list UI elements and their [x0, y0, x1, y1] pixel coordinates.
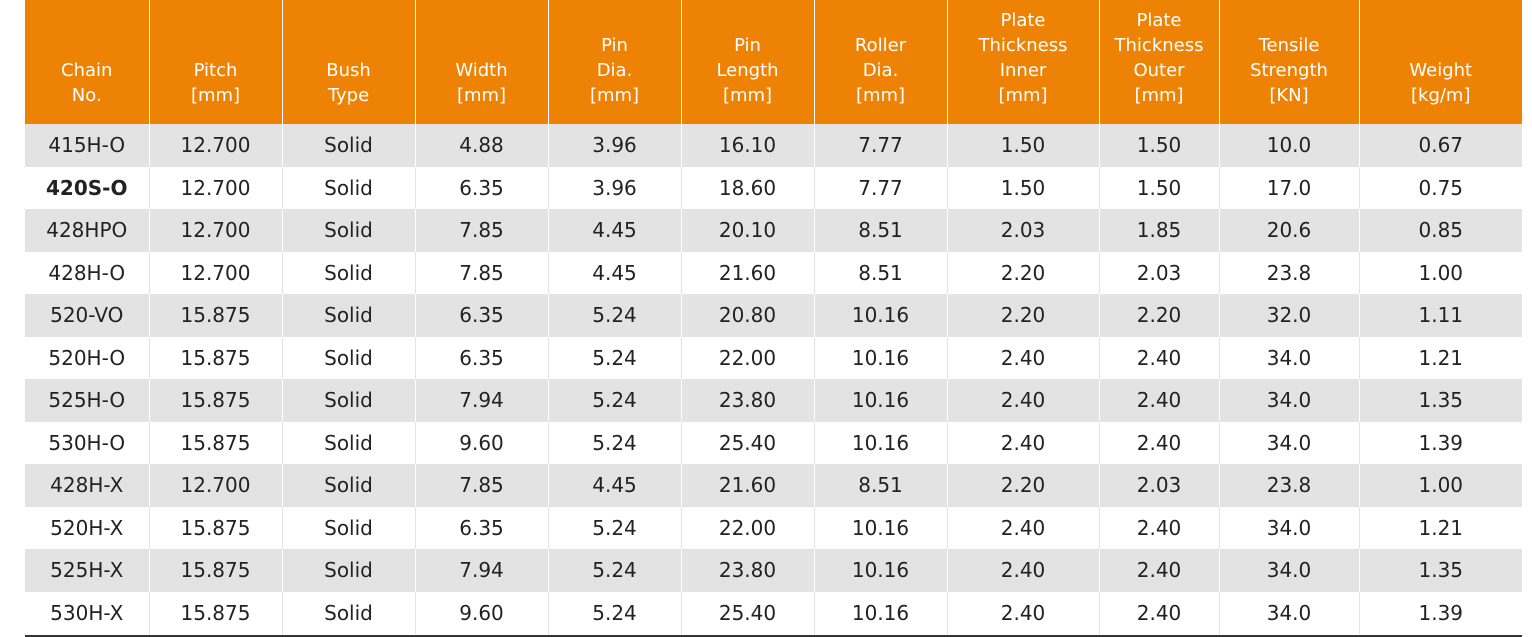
- table-cell: 32.0: [1219, 294, 1359, 337]
- table-row: [25, 549, 1522, 592]
- column-header-line: [mm]: [998, 85, 1048, 106]
- table-cell: 2.40: [1099, 379, 1219, 422]
- chain-spec-table-wrapper: [25, 0, 1522, 634]
- column-header-line: Dia.: [862, 60, 899, 81]
- table-cell: 10.0: [1219, 124, 1359, 167]
- column-header-line: Length: [716, 60, 779, 81]
- table-cell: 16.10: [681, 124, 814, 167]
- column-header-line: [kg/m]: [1411, 85, 1471, 106]
- table-cell: 10.16: [814, 294, 947, 337]
- table-cell: 0.67: [1359, 124, 1522, 167]
- table-cell: 9.60: [415, 422, 548, 465]
- table-cell: 5.24: [548, 337, 681, 380]
- table-cell: 1.50: [947, 167, 1099, 210]
- table-cell: 1.85: [1099, 209, 1219, 252]
- table-row: [25, 507, 1522, 550]
- table-cell: 6.35: [415, 337, 548, 380]
- column-header-line: [mm]: [722, 85, 773, 106]
- table-cell: 12.700: [149, 167, 282, 210]
- table-cell: 2.03: [1099, 464, 1219, 507]
- table-cell: 7.94: [415, 379, 548, 422]
- column-header-line: Weight: [1409, 60, 1473, 81]
- table-cell: Solid: [282, 549, 415, 592]
- table-cell: 4.45: [548, 464, 681, 507]
- table-cell: 21.60: [681, 464, 814, 507]
- table-cell: 34.0: [1219, 592, 1359, 635]
- table-cell: 22.00: [681, 337, 814, 380]
- chain-no-cell: 415H-O: [25, 124, 149, 167]
- table-cell: Solid: [282, 124, 415, 167]
- chain-no-cell: 525H-O: [25, 379, 149, 422]
- table-cell: 3.96: [548, 124, 681, 167]
- chain-no-cell: 520H-X: [25, 507, 149, 550]
- table-cell: 1.35: [1359, 549, 1522, 592]
- column-header: [947, 0, 1099, 124]
- table-cell: 12.700: [149, 252, 282, 295]
- table-cell: 2.40: [1099, 592, 1219, 635]
- table-cell: 1.21: [1359, 337, 1522, 380]
- table-cell: 1.11: [1359, 294, 1522, 337]
- table-cell: 34.0: [1219, 337, 1359, 380]
- table-cell: 7.85: [415, 209, 548, 252]
- table-cell: 2.20: [947, 252, 1099, 295]
- column-header: [548, 0, 681, 124]
- table-cell: 2.40: [947, 379, 1099, 422]
- table-row: [25, 464, 1522, 507]
- table-cell: 18.60: [681, 167, 814, 210]
- column-header-line: Chain: [61, 60, 113, 81]
- table-cell: 2.40: [947, 422, 1099, 465]
- table-cell: 8.51: [814, 209, 947, 252]
- column-header-line: Dia.: [596, 60, 633, 81]
- column-header-line: Thickness: [1114, 35, 1204, 56]
- table-cell: Solid: [282, 464, 415, 507]
- table-cell: 8.51: [814, 464, 947, 507]
- table-cell: 5.24: [548, 507, 681, 550]
- table-cell: 3.96: [548, 167, 681, 210]
- column-header: [149, 0, 282, 124]
- table-cell: 8.51: [814, 252, 947, 295]
- column-header-line: [mm]: [589, 85, 640, 106]
- table-cell: 7.94: [415, 549, 548, 592]
- table-cell: Solid: [282, 592, 415, 635]
- table-cell: 2.40: [1099, 422, 1219, 465]
- chain-spec-table: [25, 0, 1522, 634]
- table-cell: 20.10: [681, 209, 814, 252]
- column-header-line: Inner: [999, 60, 1047, 81]
- table-cell: 2.03: [947, 209, 1099, 252]
- column-header: [282, 0, 415, 124]
- column-header-line: [mm]: [1134, 85, 1184, 106]
- table-cell: 2.40: [947, 507, 1099, 550]
- column-header-line: No.: [71, 85, 102, 106]
- table-cell: 9.60: [415, 592, 548, 635]
- table-cell: 1.21: [1359, 507, 1522, 550]
- table-cell: 23.8: [1219, 252, 1359, 295]
- table-cell: Solid: [282, 252, 415, 295]
- column-header-line: Plate: [1136, 10, 1182, 31]
- table-cell: 15.875: [149, 294, 282, 337]
- table-cell: 0.85: [1359, 209, 1522, 252]
- table-cell: 1.00: [1359, 252, 1522, 295]
- table-cell: 5.24: [548, 294, 681, 337]
- table-cell: 0.75: [1359, 167, 1522, 210]
- table-cell: 34.0: [1219, 507, 1359, 550]
- table-row: [25, 124, 1522, 167]
- table-row: [25, 379, 1522, 422]
- table-row: [25, 294, 1522, 337]
- table-cell: 15.875: [149, 422, 282, 465]
- column-header-line: Strength: [1250, 60, 1328, 81]
- table-cell: 7.85: [415, 252, 548, 295]
- column-header-line: [KN]: [1269, 85, 1309, 106]
- table-cell: 5.24: [548, 379, 681, 422]
- column-header: [1099, 0, 1219, 124]
- table-cell: 10.16: [814, 422, 947, 465]
- table-cell: Solid: [282, 337, 415, 380]
- column-header-line: Pitch: [193, 60, 238, 81]
- column-header: [415, 0, 548, 124]
- column-header-line: Outer: [1133, 60, 1185, 81]
- column-header-line: Plate: [1000, 10, 1046, 31]
- table-cell: 2.40: [1099, 549, 1219, 592]
- column-header: [814, 0, 947, 124]
- table-cell: 12.700: [149, 209, 282, 252]
- table-cell: 6.35: [415, 167, 548, 210]
- table-cell: 17.0: [1219, 167, 1359, 210]
- column-header-line: Thickness: [978, 35, 1068, 56]
- table-row: [25, 252, 1522, 295]
- table-cell: 2.03: [1099, 252, 1219, 295]
- table-cell: 1.39: [1359, 592, 1522, 635]
- table-cell: 25.40: [681, 592, 814, 635]
- table-cell: 20.80: [681, 294, 814, 337]
- table-cell: 4.45: [548, 252, 681, 295]
- table-cell: 2.40: [1099, 507, 1219, 550]
- table-cell: Solid: [282, 294, 415, 337]
- table-cell: 6.35: [415, 294, 548, 337]
- table-cell: 10.16: [814, 379, 947, 422]
- table-cell: 1.50: [947, 124, 1099, 167]
- table-cell: 1.00: [1359, 464, 1522, 507]
- table-cell: 1.39: [1359, 422, 1522, 465]
- table-cell: 23.80: [681, 379, 814, 422]
- chain-no-cell: 428HPO: [25, 209, 149, 252]
- table-cell: 23.80: [681, 549, 814, 592]
- table-row: [25, 167, 1522, 210]
- table-cell: 4.45: [548, 209, 681, 252]
- table-cell: 2.40: [1099, 337, 1219, 380]
- table-cell: 10.16: [814, 592, 947, 635]
- header-row: [25, 0, 1522, 124]
- chain-no-cell: 525H-X: [25, 549, 149, 592]
- chain-no-cell: 428H-O: [25, 252, 149, 295]
- table-cell: 15.875: [149, 337, 282, 380]
- chain-no-cell: 530H-X: [25, 592, 149, 635]
- column-header-line: Bush: [326, 60, 371, 81]
- chain-no-cell: 530H-O: [25, 422, 149, 465]
- table-body: [25, 124, 1522, 634]
- table-cell: 10.16: [814, 549, 947, 592]
- column-header: [1359, 0, 1522, 124]
- table-cell: 2.40: [947, 592, 1099, 635]
- table-cell: 5.24: [548, 592, 681, 635]
- column-header: [25, 0, 149, 124]
- table-cell: 25.40: [681, 422, 814, 465]
- column-header: [681, 0, 814, 124]
- table-cell: 2.20: [947, 464, 1099, 507]
- column-header-line: [mm]: [190, 85, 241, 106]
- table-cell: Solid: [282, 209, 415, 252]
- column-header-line: [mm]: [456, 85, 507, 106]
- table-cell: 15.875: [149, 507, 282, 550]
- column-header-line: Roller: [854, 35, 907, 56]
- table-cell: Solid: [282, 167, 415, 210]
- table-cell: 21.60: [681, 252, 814, 295]
- table-cell: 10.16: [814, 337, 947, 380]
- table-cell: 2.40: [947, 337, 1099, 380]
- column-header-line: Pin: [601, 35, 628, 56]
- table-cell: 15.875: [149, 592, 282, 635]
- table-cell: 4.88: [415, 124, 548, 167]
- column-header-line: Type: [327, 85, 370, 106]
- table-cell: 5.24: [548, 422, 681, 465]
- table-row: [25, 209, 1522, 252]
- table-cell: 2.20: [1099, 294, 1219, 337]
- column-header-line: Pin: [734, 35, 761, 56]
- table-cell: 1.50: [1099, 167, 1219, 210]
- chain-no-cell: 520H-O: [25, 337, 149, 380]
- table-header: [25, 0, 1522, 124]
- table-cell: 7.85: [415, 464, 548, 507]
- chain-no-cell: 520-VO: [25, 294, 149, 337]
- table-cell: 34.0: [1219, 422, 1359, 465]
- table-cell: 5.24: [548, 549, 681, 592]
- table-cell: 12.700: [149, 464, 282, 507]
- table-cell: 20.6: [1219, 209, 1359, 252]
- table-cell: 10.16: [814, 507, 947, 550]
- table-cell: 15.875: [149, 549, 282, 592]
- table-cell: 1.50: [1099, 124, 1219, 167]
- table-row: [25, 592, 1522, 635]
- table-cell: 2.40: [947, 549, 1099, 592]
- table-cell: 23.8: [1219, 464, 1359, 507]
- table-cell: Solid: [282, 379, 415, 422]
- table-cell: 1.35: [1359, 379, 1522, 422]
- table-cell: 34.0: [1219, 379, 1359, 422]
- column-header-line: Tensile: [1258, 35, 1320, 56]
- table-row: [25, 422, 1522, 465]
- table-cell: 15.875: [149, 379, 282, 422]
- table-cell: 2.20: [947, 294, 1099, 337]
- table-cell: 34.0: [1219, 549, 1359, 592]
- table-cell: 22.00: [681, 507, 814, 550]
- chain-no-cell: 428H-X: [25, 464, 149, 507]
- column-header: [1219, 0, 1359, 124]
- column-header-line: Width: [455, 60, 508, 81]
- table-cell: Solid: [282, 507, 415, 550]
- table-row: [25, 337, 1522, 380]
- table-cell: 7.77: [814, 124, 947, 167]
- table-cell: Solid: [282, 422, 415, 465]
- column-header-line: [mm]: [855, 85, 906, 106]
- table-cell: 12.700: [149, 124, 282, 167]
- table-cell: 6.35: [415, 507, 548, 550]
- chain-no-cell: 420S-O: [25, 167, 149, 210]
- table-cell: 7.77: [814, 167, 947, 210]
